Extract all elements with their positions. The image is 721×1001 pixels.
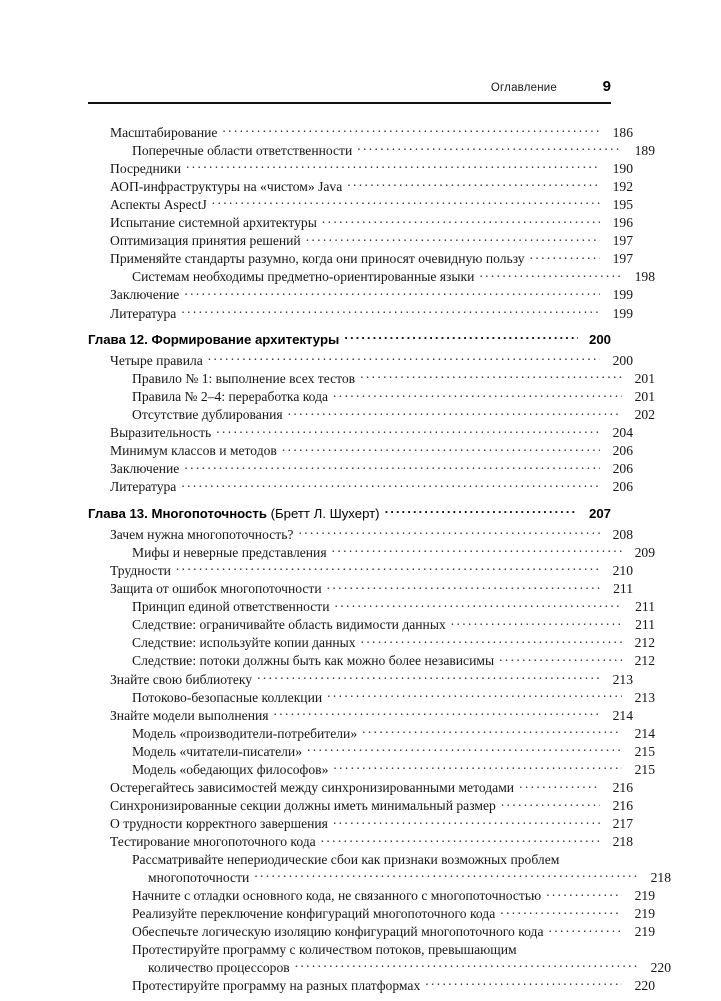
toc-page-number: 215 xyxy=(634,761,655,777)
toc-entry[interactable] xyxy=(88,424,633,442)
toc-page-number: 219 xyxy=(634,906,655,922)
toc-entry-title: Знайте модели выполнения xyxy=(110,707,269,723)
toc-page-number: 213 xyxy=(634,689,655,705)
toc-page-number: 207 xyxy=(588,505,611,521)
toc-entry-title: Модель «производители-потребители» xyxy=(132,725,358,741)
toc-chapter-author: (Бретт Л. Шухерт) xyxy=(266,505,380,521)
toc-page-number: 217 xyxy=(612,816,633,832)
toc-entry[interactable] xyxy=(88,598,655,616)
toc-entry[interactable] xyxy=(88,851,671,887)
toc-entry[interactable] xyxy=(88,634,655,652)
toc-page-number: 216 xyxy=(612,798,633,814)
toc-entry-title: Применяйте стандарты разумно, когда они приносят очевидную пользу xyxy=(110,251,525,267)
toc-entry-title: Синхронизированные секции должны иметь минимальный размер xyxy=(110,798,496,814)
toc-dot-leader xyxy=(327,579,600,593)
toc-page-number: 212 xyxy=(634,635,655,651)
toc-chapter-title: Глава 13. Многопоточность xyxy=(88,505,267,521)
header-divider xyxy=(88,102,611,104)
toc-entry-title: Протестируйте программу на разных платформах xyxy=(132,977,421,993)
toc-entry-title-continuation: количество процессоров xyxy=(148,959,290,975)
toc-entry-title: Выразительность xyxy=(110,425,212,441)
toc-page-number: 209 xyxy=(634,544,655,560)
toc-entry-title: Обеспечьте логическую изоляцию конфигураций многопоточного кода xyxy=(132,924,544,940)
toc-entry-title: Трудности xyxy=(110,562,171,578)
toc-entry-title: Протестируйте программу с количеством потоков, превышающим xyxy=(132,941,517,957)
toc-page-number: 215 xyxy=(634,743,655,759)
running-head xyxy=(88,78,611,98)
toc-page-number: 211 xyxy=(613,581,633,597)
toc-page-number: 211 xyxy=(635,599,655,615)
toc-entry[interactable] xyxy=(88,268,655,286)
toc-dot-leader xyxy=(333,815,600,829)
toc-dot-leader xyxy=(333,387,622,401)
toc-entry-title-continuation: многопоточности xyxy=(148,869,250,885)
toc-entry[interactable] xyxy=(88,742,655,760)
toc-entry-title: Отсутствие дублирования xyxy=(132,407,283,423)
toc-dot-leader xyxy=(257,670,600,684)
toc-dot-leader xyxy=(306,232,600,246)
toc-dot-leader xyxy=(321,833,600,847)
toc-page-number: 192 xyxy=(612,178,633,194)
toc-dot-leader xyxy=(222,123,600,137)
toc-entry[interactable] xyxy=(88,543,655,561)
toc-entry[interactable] xyxy=(88,442,633,460)
toc-entry-title: Принцип единой ответственности xyxy=(132,599,330,615)
toc-page-number: 197 xyxy=(612,233,633,249)
toc-dot-leader xyxy=(208,351,600,365)
toc-entry[interactable] xyxy=(88,724,655,742)
toc-entry-title: АОП-инфраструктуры на «чистом» Java xyxy=(110,178,343,194)
toc-entry[interactable] xyxy=(88,652,655,670)
toc-dot-leader xyxy=(181,304,600,318)
toc-dot-leader xyxy=(499,652,622,666)
toc-entry[interactable] xyxy=(88,778,633,796)
toc-dot-leader xyxy=(501,797,600,811)
toc-entry[interactable] xyxy=(88,561,633,579)
toc-page-number: 214 xyxy=(612,707,633,723)
toc-page-number: 199 xyxy=(612,305,633,321)
toc-entry[interactable] xyxy=(88,177,633,195)
toc-page-number: 206 xyxy=(612,461,633,477)
toc-page-number: 206 xyxy=(612,443,633,459)
toc-dot-leader xyxy=(332,543,622,557)
toc-entry-title: Четыре правила xyxy=(110,352,203,368)
toc-entry-title: Литература xyxy=(110,479,177,495)
toc-dot-leader xyxy=(335,598,623,612)
page-folio-number: 9 xyxy=(602,78,611,95)
toc-dot-leader xyxy=(362,724,622,738)
toc-dot-leader xyxy=(176,561,600,575)
toc-entry[interactable] xyxy=(88,213,633,231)
toc-page-number: 186 xyxy=(612,124,633,140)
toc-dot-leader xyxy=(425,976,622,990)
toc-entry[interactable] xyxy=(88,286,633,304)
toc-entry[interactable] xyxy=(88,976,655,994)
toc-entry[interactable] xyxy=(88,815,633,833)
toc-page-number: 200 xyxy=(612,352,633,368)
toc-dot-leader xyxy=(361,634,622,648)
toc-dot-leader xyxy=(500,905,622,919)
toc-page-number: 220 xyxy=(634,977,655,993)
toc-entry[interactable] xyxy=(88,123,633,141)
toc-chapter-entry[interactable] xyxy=(88,504,611,522)
toc-dot-leader xyxy=(184,460,600,474)
toc-dot-leader xyxy=(451,616,622,630)
toc-page-number: 212 xyxy=(634,653,655,669)
toc-entry-title: Следствие: потоки должны быть как можно более независимы xyxy=(132,653,495,669)
toc-entry[interactable] xyxy=(88,250,633,268)
toc-entry[interactable] xyxy=(88,923,655,941)
toc-entry-title: Защита от ошибок многопоточности xyxy=(110,581,322,597)
toc-dot-leader xyxy=(479,268,622,282)
toc-entry-title: Заключение xyxy=(110,461,180,477)
toc-page-number: 195 xyxy=(612,196,633,212)
toc-entry-title: Правила № 2–4: переработка кода xyxy=(132,389,329,404)
toc-page-number: 202 xyxy=(634,407,655,423)
toc-entry[interactable] xyxy=(88,941,671,977)
toc-entry[interactable] xyxy=(88,195,633,213)
toc-page-number: 197 xyxy=(612,251,633,267)
toc-page-number: 219 xyxy=(634,888,655,904)
toc-dot-leader xyxy=(282,442,600,456)
toc-entry-title: Модель «читатели-писатели» xyxy=(132,743,303,759)
toc-page-number: 208 xyxy=(612,526,633,542)
toc-entry-title: Масштабирование xyxy=(110,124,218,140)
running-head-title: Оглавление xyxy=(490,82,557,94)
toc-dot-leader xyxy=(360,369,622,383)
toc-entry-title: Следствие: используйте копии данных xyxy=(132,635,356,651)
toc-entry-title: Зачем нужна многопоточность? xyxy=(110,526,294,542)
toc-entry[interactable] xyxy=(88,141,655,159)
toc-dot-leader xyxy=(327,688,622,702)
toc-chapter-title: Глава 12. Формирование архитектуры xyxy=(88,331,340,347)
page-content xyxy=(88,78,671,994)
toc-entry-title: Потоково-безопасные коллекции xyxy=(132,689,323,705)
toc-entry-title: Испытание системной архитектуры xyxy=(110,215,317,231)
toc-entry[interactable] xyxy=(88,304,633,322)
toc-entry[interactable] xyxy=(88,905,655,923)
toc-entry[interactable] xyxy=(88,159,633,177)
toc-dot-leader xyxy=(212,195,600,209)
toc-chapter-entry[interactable] xyxy=(88,331,611,349)
toc-entry[interactable] xyxy=(88,232,633,250)
toc-entry-title: Рассматривайте непериодические сбои как признаки возможных проблем xyxy=(132,851,560,867)
toc-page-number: 211 xyxy=(635,617,655,633)
toc-entry-title: Модель «обедающих философов» xyxy=(132,761,329,777)
toc-dot-leader xyxy=(216,424,600,438)
toc-entry-title: Системам необходимы предметно-ориентированные языки xyxy=(132,269,475,285)
toc-entry[interactable] xyxy=(88,616,655,634)
toc-entry[interactable] xyxy=(88,760,655,778)
toc-entry-title: Аспекты AspectJ xyxy=(110,196,207,212)
toc-entry[interactable] xyxy=(88,797,633,815)
toc-page-number: 220 xyxy=(650,959,671,975)
toc-entry[interactable] xyxy=(88,525,633,543)
toc-entry[interactable] xyxy=(88,579,633,597)
toc-entry[interactable] xyxy=(88,406,655,424)
toc-page-number: 189 xyxy=(634,142,655,158)
toc-page-number: 206 xyxy=(612,479,633,495)
toc-page-number: 200 xyxy=(588,331,611,347)
toc-dot-leader xyxy=(307,742,622,756)
table-of-contents xyxy=(88,123,671,994)
toc-dot-leader xyxy=(274,706,600,720)
toc-dot-leader xyxy=(347,177,600,191)
toc-entry-title: Минимум классов и методов xyxy=(110,443,277,459)
toc-entry-title: Начните с отладки основного кода, не связанного с многопоточностью xyxy=(132,888,542,904)
toc-entry[interactable] xyxy=(88,688,655,706)
toc-entry[interactable] xyxy=(88,460,633,478)
toc-entry-title: Следствие: ограничивайте область видимости данных xyxy=(132,617,446,633)
toc-entry-title: Тестирование многопоточного кода xyxy=(110,834,316,850)
toc-entry-title: Заключение xyxy=(110,287,180,303)
toc-entry-title: Реализуйте переключение конфигураций многопоточного кода xyxy=(132,906,496,922)
toc-entry-title: Оптимизация принятия решений xyxy=(110,233,301,249)
toc-entry-title: О трудности корректного завершения xyxy=(110,816,328,832)
toc-entry[interactable] xyxy=(88,369,655,387)
toc-page-number: 199 xyxy=(612,287,633,303)
toc-entry-title-continuation-line xyxy=(132,868,671,886)
toc-entry-title: Остерегайтесь зависимостей между синхронизированными методами xyxy=(110,780,515,796)
toc-entry-title: Посредники xyxy=(110,160,181,176)
toc-entry[interactable] xyxy=(88,886,655,904)
toc-dot-leader xyxy=(186,159,600,173)
toc-dot-leader xyxy=(322,213,600,227)
toc-dot-leader xyxy=(385,504,578,517)
toc-page-number: 213 xyxy=(612,671,633,687)
toc-entry-title: Поперечные области ответственности xyxy=(132,142,353,158)
toc-page-number: 204 xyxy=(612,425,633,441)
toc-dot-leader xyxy=(181,478,600,492)
toc-page-number: 190 xyxy=(612,160,633,176)
toc-page-number: 201 xyxy=(634,370,655,386)
toc-entry[interactable] xyxy=(88,670,633,688)
toc-entry[interactable] xyxy=(88,706,633,724)
toc-entry-title: Мифы и неверные представления xyxy=(132,544,327,560)
toc-page-number: 201 xyxy=(634,389,655,404)
toc-dot-leader xyxy=(546,886,622,900)
toc-dot-leader xyxy=(288,406,622,420)
toc-page-number: 210 xyxy=(612,562,633,578)
toc-page-number: 219 xyxy=(634,924,655,940)
toc-entry[interactable] xyxy=(88,387,655,405)
toc-dot-leader xyxy=(333,760,622,774)
toc-dot-leader xyxy=(519,778,600,792)
toc-entry-title: Правило № 1: выполнение всех тестов xyxy=(132,370,356,386)
toc-dot-leader xyxy=(184,286,600,300)
toc-entry[interactable] xyxy=(88,478,633,496)
toc-page-number: 218 xyxy=(650,869,671,885)
toc-page-number: 196 xyxy=(612,215,633,231)
toc-dot-leader xyxy=(530,250,600,264)
toc-entry-title: Литература xyxy=(110,305,177,321)
toc-entry-title-continuation-line xyxy=(132,958,671,976)
toc-dot-leader xyxy=(295,958,638,972)
toc-page-number: 218 xyxy=(612,834,633,850)
toc-dot-leader xyxy=(549,923,623,937)
toc-dot-leader xyxy=(344,331,578,344)
toc-entry-title: Знайте свою библиотеку xyxy=(110,671,253,687)
toc-dot-leader xyxy=(357,141,622,155)
toc-dot-leader xyxy=(254,868,638,882)
toc-entry[interactable] xyxy=(88,351,633,369)
toc-page-number: 198 xyxy=(634,269,655,285)
toc-page-number: 214 xyxy=(634,725,655,741)
toc-dot-leader xyxy=(298,525,600,539)
toc-page-number: 216 xyxy=(612,780,633,796)
toc-entry[interactable] xyxy=(88,833,633,851)
